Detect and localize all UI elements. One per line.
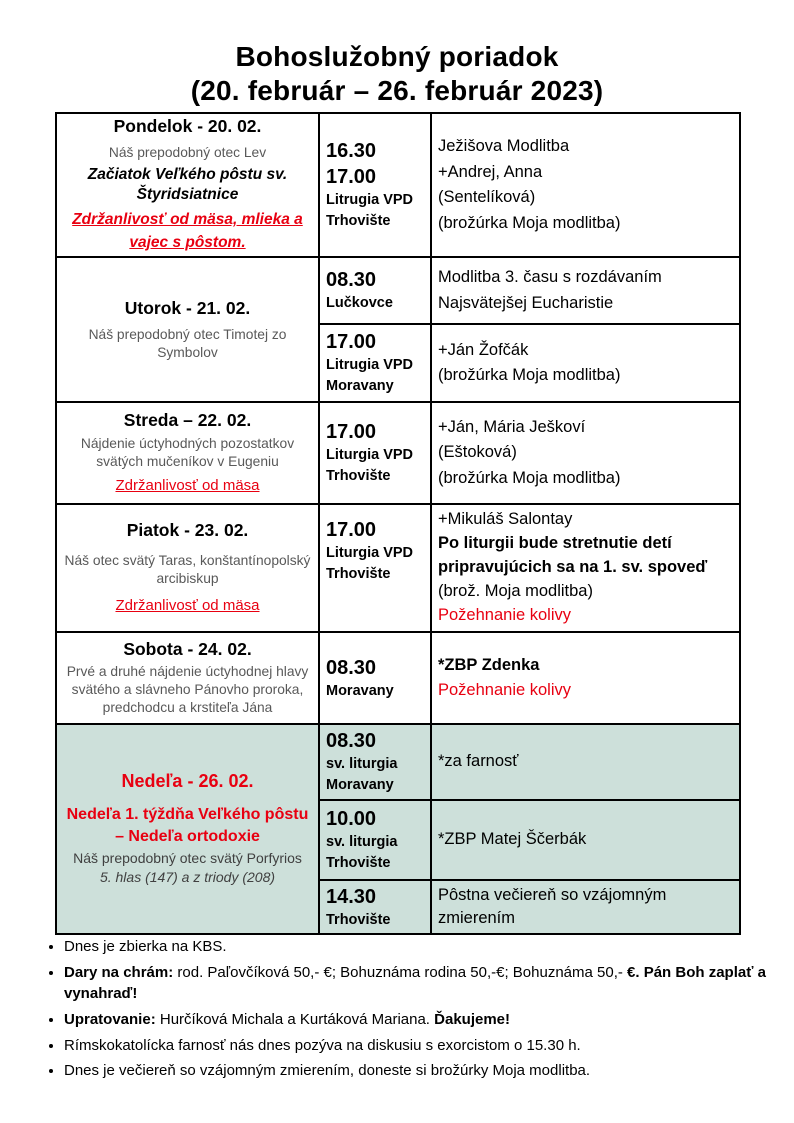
row-wednesday [56, 402, 740, 504]
monday-intention-line: +Andrej, Anna [438, 162, 543, 181]
monday-place: Trhovište [326, 213, 391, 230]
wednesday-day-title: Streda – 22. 02. [123, 409, 252, 430]
tuesday-intention-line: Najsvätejšej Eucharistie [438, 293, 614, 312]
wednesday-intentions-cell [431, 402, 740, 504]
monday-feast: Začiatok Veľkého pôstu sv. Štyridsiatnice [87, 165, 288, 204]
saturday-time: 08.30 [326, 656, 377, 679]
schedule-table [55, 112, 741, 935]
row-sunday-1 [56, 724, 740, 800]
sunday-place-1: Moravany [326, 777, 394, 794]
wednesday-intention-line: (brožúrka Moja modlitba) [438, 468, 621, 487]
monday-time-cell [319, 113, 431, 257]
announcement-item [64, 1009, 784, 1030]
sunday-intention-line: *ZBP Matej Ščerbák [438, 830, 587, 849]
friday-meeting-note: Po liturgii bude stretnutie detí pripravujúcich sa na 1. sv. spoveď [438, 534, 708, 577]
announcement-text: Dnes je zbierka na KBS. [64, 938, 227, 955]
sunday-time-cell-2 [319, 800, 431, 880]
sunday-intention-line: *za farnosť [438, 752, 519, 771]
friday-booklet-note: (brož. Moja modlitba) [438, 582, 593, 601]
monday-intentions-cell [431, 113, 740, 257]
monday-day-title: Pondelok - 20. 02. [113, 116, 262, 136]
announcement-text: rod. Paľovčíková 50,- €; Bohuznáma rodina 50,-€; Bohuznáma 50,- [173, 963, 628, 981]
wednesday-intention-line: (Eštoková) [438, 443, 517, 462]
announcement-text: Hurčíková Michala a Kurtáková Mariana. [155, 1010, 435, 1028]
announcement-item [64, 962, 784, 1005]
sunday-saint: Náš prepodobný otec svätý Porfyrios [73, 850, 302, 867]
saturday-day-title: Sobota - 24. 02. [123, 639, 252, 660]
sunday-time-cell-3 [319, 880, 431, 934]
monday-time-2: 17.00 [326, 166, 377, 189]
sunday-time-cell-1 [319, 724, 431, 800]
sunday-place-2: Trhovište [326, 855, 391, 872]
announcement-item [64, 1035, 784, 1056]
sunday-intention-line: Pôstna večiereň so vzájomným zmierením [438, 886, 667, 928]
row-tuesday-1 [56, 257, 740, 324]
friday-intention-line: +Mikuláš Salontay [438, 510, 573, 529]
tuesday-intention-line: +Ján Žofčák [438, 340, 529, 359]
friday-day-cell [56, 504, 319, 632]
monday-intention-line: (brožúrka Moja modlitba) [438, 213, 621, 232]
wednesday-intention-line: +Ján, Mária Ješkoví [438, 417, 586, 436]
friday-day-title: Piatok - 23. 02. [126, 519, 249, 540]
wednesday-saint: Nájdenie úctyhodných pozostatkov svätých mučeníkov v Eugeniu [80, 435, 295, 469]
tuesday-intentions-cell-1 [431, 257, 740, 324]
saturday-koliva-note: Požehnanie kolivy [438, 681, 571, 700]
tuesday-saint: Náš prepodobný otec Timotej zo Symbolov [88, 326, 287, 360]
tuesday-place-1: Lučkovce [326, 295, 393, 312]
saturday-intentions-cell [431, 632, 740, 724]
monday-saint: Náš prepodobný otec Lev [108, 145, 267, 160]
monday-intention-line: Ježišova Modlitba [438, 136, 570, 155]
friday-time-cell [319, 504, 431, 632]
announcement-label: Dary na chrám: [64, 963, 174, 981]
title-line-1: Bohoslužobný poriadok [235, 41, 559, 72]
friday-time: 17.00 [326, 519, 377, 542]
wednesday-time-cell [319, 402, 431, 504]
announcement-text: Dnes je večiereň so vzájomným zmierením, doneste si brožúrky Moja modlitba. [64, 1062, 591, 1080]
friday-intention-line [438, 532, 733, 604]
saturday-place: Moravany [326, 682, 394, 699]
saturday-intention-line: *ZBP Zdenka [438, 655, 540, 674]
saturday-saint: Prvé a druhé nájdenie úctyhodnej hlavy svätého a slávneho Pánovho proroka, predchodcu a krstiteľa Jána [66, 664, 309, 716]
sunday-day-cell [56, 724, 319, 934]
tuesday-day-cell [56, 257, 319, 402]
announcement-item [64, 936, 784, 957]
sunday-intentions-cell-1 [431, 724, 740, 800]
sunday-time-2: 10.00 [326, 808, 377, 831]
announcement-text: Rímskokatolícka farnosť nás dnes pozýva na diskusiu s exorcistom o 15.30 h. [64, 1036, 581, 1054]
wednesday-fast-note: Zdržanlivosť od mäsa [115, 476, 260, 494]
friday-koliva-note: Požehnanie kolivy [438, 606, 571, 625]
saturday-time-cell [319, 632, 431, 724]
sunday-intentions-cell-2 [431, 800, 740, 880]
wednesday-liturgy: Liturgia VPD [326, 447, 414, 464]
sunday-liturgy-2: sv. liturgia [326, 834, 398, 851]
wednesday-day-cell [56, 402, 319, 504]
friday-place: Trhovište [326, 566, 391, 583]
tuesday-liturgy-2: Litrugia VPD [326, 357, 414, 374]
sunday-day-title: Nedeľa - 26. 02. [121, 771, 254, 792]
friday-intentions-cell [431, 504, 740, 632]
monday-liturgy: Litrugia VPD [326, 192, 414, 209]
announcement-emphasis: €. Pán Boh zaplať a vynahraď! [64, 963, 766, 1003]
friday-fast-note: Zdržanlivosť od mäsa [115, 596, 260, 614]
page-title [0, 40, 794, 107]
announcement-label: Upratovanie: [64, 1010, 156, 1028]
friday-liturgy: Liturgia VPD [326, 545, 414, 562]
announcement-emphasis: Ďakujeme! [434, 1010, 511, 1028]
sunday-time-3: 14.30 [326, 885, 377, 908]
friday-saint: Náš otec svätý Taras, konštantínopolský arcibiskup [64, 552, 311, 586]
sunday-time-1: 08.30 [326, 730, 377, 753]
wednesday-place: Trhovište [326, 468, 391, 485]
sunday-place-3: Trhovište [326, 911, 391, 928]
sunday-liturgy-1: sv. liturgia [326, 756, 398, 773]
tuesday-day-title: Utorok - 21. 02. [124, 297, 251, 318]
monday-day-cell [56, 113, 319, 257]
tuesday-time-1: 08.30 [326, 269, 377, 292]
announcements-list [40, 932, 784, 1086]
title-line-2: (20. február – 26. február 2023) [190, 74, 604, 106]
row-monday [56, 113, 740, 257]
monday-intention-line: (Sentelíková) [438, 188, 536, 207]
sunday-tone: 5. hlas (147) a z triody (208) [99, 869, 276, 886]
tuesday-time-cell-2 [319, 324, 431, 402]
saturday-day-cell [56, 632, 319, 724]
sunday-feast: Nedeľa 1. týždňa Veľkého pôstu – Nedeľa ortodoxie [66, 806, 309, 845]
tuesday-intention-line: (brožúrka Moja modlitba) [438, 366, 621, 385]
wednesday-time: 17.00 [326, 421, 377, 444]
sunday-intentions-cell-3 [431, 880, 740, 934]
row-friday [56, 504, 740, 632]
monday-fast-note: Zdržanlivosť od mäsa, mlieka a vajec s pôstom. [72, 211, 303, 251]
tuesday-intention-line: Modlitba 3. času s rozdávaním [438, 268, 662, 287]
tuesday-time-cell-1 [319, 257, 431, 324]
tuesday-time-2: 17.00 [326, 331, 377, 354]
row-saturday [56, 632, 740, 724]
tuesday-intentions-cell-2 [431, 324, 740, 402]
tuesday-place-2: Moravany [326, 378, 394, 395]
announcement-item [64, 1060, 784, 1081]
monday-time-1: 16.30 [326, 140, 377, 163]
